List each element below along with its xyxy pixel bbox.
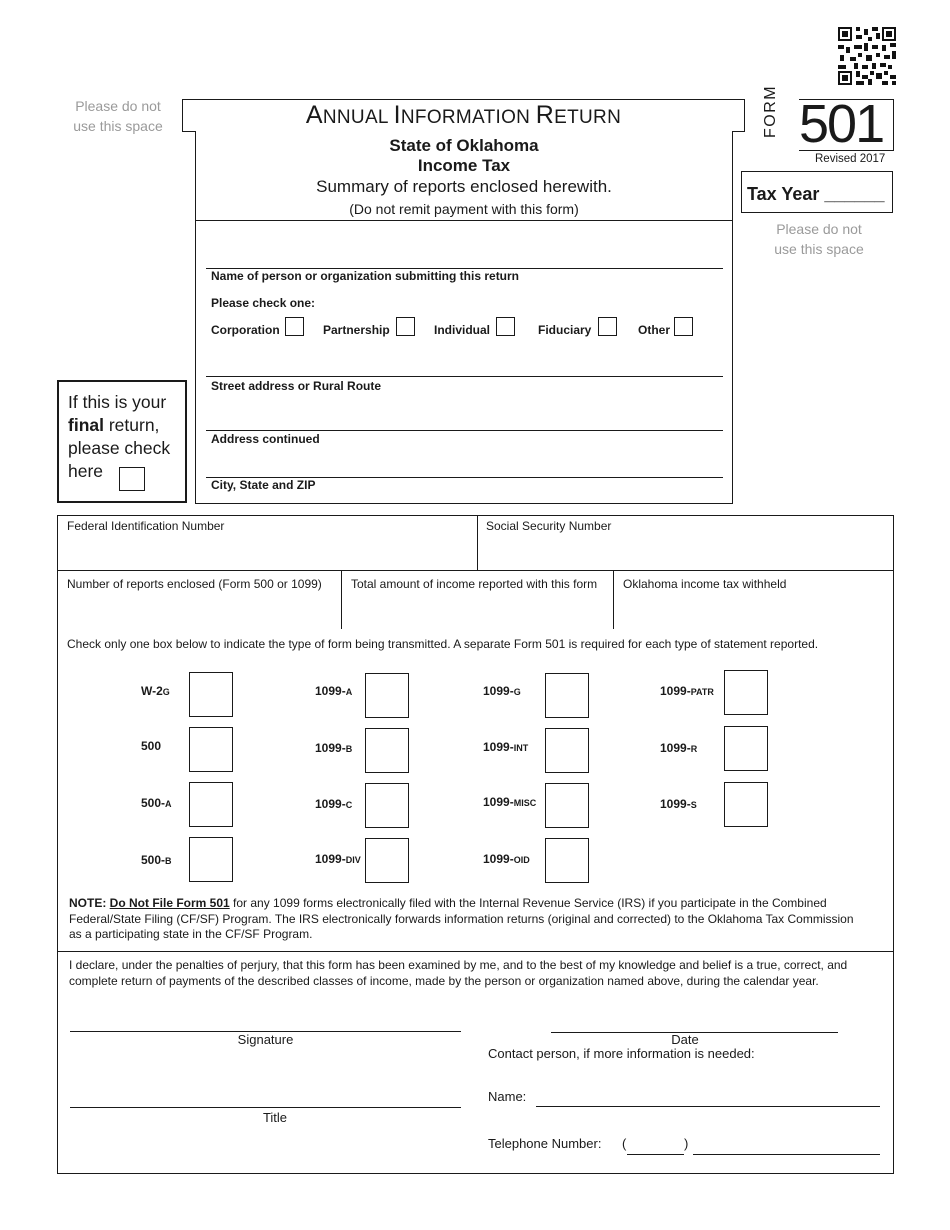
1099oid-checkbox[interactable] [545, 838, 589, 883]
partnership-label: Partnership [323, 323, 390, 337]
phone-close-paren: ) [684, 1136, 689, 1151]
1099misc-checkbox[interactable] [545, 783, 589, 828]
form-type-label-1099a: 1099-A [315, 684, 353, 698]
title-label: Title [262, 1110, 288, 1125]
form-type-instruction: Check only one box below to indicate the type of form being transmitted. A separate Form 501 is required for each type of statement reported. [67, 637, 819, 651]
title-line[interactable] [70, 1107, 461, 1108]
phone-open-paren: ( [622, 1136, 627, 1151]
street-input-line[interactable] [206, 376, 723, 377]
1099s-checkbox[interactable] [724, 782, 768, 827]
form-type-label-w2g: W-2G [141, 684, 170, 698]
cfsf-note: NOTE: Do Not File Form 501 for any 1099 forms electronically filed with the Internal Revenue Service (IRS) if you participate in the Combined Federal/State Filing (CF/SF) Program. The IRS electronically forwards information returns (original and corrected) to the Oklahoma Tax Commission as a participating state in the CF/SF Program. [69, 896, 854, 941]
tax-type: Income Tax [417, 156, 511, 175]
ids-divider-2 [341, 570, 342, 630]
num-reports-field[interactable]: Number of reports enclosed (Form 500 or 1099) [67, 577, 322, 591]
address2-label: Address continued [211, 432, 320, 446]
revised-date: Revised 2017 [815, 153, 886, 165]
1099g-checkbox[interactable] [545, 673, 589, 718]
contact-label: Contact person, if more information is needed: [488, 1046, 755, 1061]
state-name: State of Oklahoma [389, 136, 539, 155]
reserved-space-right: Please do not use this space [774, 221, 864, 257]
remit-note: (Do not remit payment with this form) [349, 201, 579, 217]
ids-row-divider [57, 570, 894, 571]
individual-checkbox[interactable] [496, 317, 515, 336]
form-type-label-1099oid: 1099-OID [483, 852, 530, 866]
final-return-box [57, 380, 187, 503]
form-type-label-500: 500 [141, 739, 162, 753]
city-label: City, State and ZIP [211, 478, 316, 492]
1099patr-checkbox[interactable] [724, 670, 768, 715]
area-code-line[interactable] [627, 1154, 684, 1155]
reserved-space-left: Please do not use this space [73, 98, 163, 134]
phone-label: Telephone Number: [488, 1136, 602, 1151]
other-checkbox[interactable] [674, 317, 693, 336]
form-number: 501 [799, 94, 884, 154]
qr-code [838, 27, 896, 85]
partnership-checkbox[interactable] [396, 317, 415, 336]
1099int-checkbox[interactable] [545, 728, 589, 773]
500-checkbox[interactable] [189, 727, 233, 772]
1099div-checkbox[interactable] [365, 838, 409, 883]
date-label: Date [671, 1032, 699, 1047]
fein-field[interactable]: Federal Identification Number [67, 519, 225, 533]
individual-label: Individual [434, 323, 491, 337]
ssn-field[interactable]: Social Security Number [486, 519, 612, 533]
form-type-label-1099b: 1099-B [315, 741, 353, 755]
form-type-label-1099g: 1099-G [483, 684, 521, 698]
form-type-label-1099patr: 1099-PATR [660, 684, 714, 698]
final-return-checkbox[interactable] [119, 467, 145, 491]
contact-name-line[interactable] [536, 1106, 880, 1107]
1099b-checkbox[interactable] [365, 728, 409, 773]
check-one-label: Please check one: [211, 296, 316, 310]
form-type-label-1099r: 1099-R [660, 741, 698, 755]
name-label: Name of person or organization submitting this return [211, 269, 520, 283]
header-subtitle [196, 136, 732, 220]
summary-text: Summary of reports enclosed herewith. [316, 177, 612, 196]
ids-divider-1 [477, 515, 478, 571]
header-divider [195, 220, 733, 221]
title-box [182, 99, 745, 132]
withheld-field[interactable]: Oklahoma income tax withheld [623, 577, 787, 591]
form-type-label-1099c: 1099-C [315, 797, 353, 811]
tax-year-box[interactable] [741, 171, 893, 213]
1099c-checkbox[interactable] [365, 783, 409, 828]
perjury-declaration: I declare, under the penalties of perjury, that this form has been examined by me, and to the best of my knowledge and belief is a true, correct, and complete return of payments of the described classes of income, made by the person or organization named above, during the calendar year. [69, 958, 848, 988]
1099r-checkbox[interactable] [724, 726, 768, 771]
final-return-text: If this is your final return, please check here [68, 392, 171, 481]
form-type-label-1099misc: 1099-MISC [483, 795, 537, 809]
corporation-label: Corporation [211, 323, 280, 337]
total-income-field[interactable]: Total amount of income reported with this form [351, 577, 598, 591]
signature-label: Signature [237, 1032, 294, 1047]
fiduciary-checkbox[interactable] [598, 317, 617, 336]
ids-divider-3 [613, 570, 614, 630]
500a-checkbox[interactable] [189, 782, 233, 827]
form-number-box [799, 94, 894, 154]
500b-checkbox[interactable] [189, 837, 233, 882]
form-type-label-500b: 500-B [141, 853, 172, 867]
w2g-checkbox[interactable] [189, 672, 233, 717]
other-label: Other [638, 323, 671, 337]
fiduciary-label: Fiduciary [538, 323, 592, 337]
corporation-checkbox[interactable] [285, 317, 304, 336]
street-label: Street address or Rural Route [211, 379, 382, 393]
address2-input-line[interactable] [206, 430, 723, 431]
form-type-label-1099div: 1099-DIV [315, 852, 361, 866]
tax-year-label: Tax Year ______ [747, 184, 885, 204]
page-title: ANNUAL INFORMATION RETURN [305, 101, 622, 129]
form-type-label-500a: 500-A [141, 796, 172, 810]
phone-number-line[interactable] [693, 1154, 880, 1155]
1099a-checkbox[interactable] [365, 673, 409, 718]
form-type-label-1099int: 1099-INT [483, 740, 529, 754]
form-word: FORM [762, 84, 779, 138]
form-type-label-1099s: 1099-S [660, 797, 697, 811]
contact-name-label: Name: [488, 1089, 527, 1104]
